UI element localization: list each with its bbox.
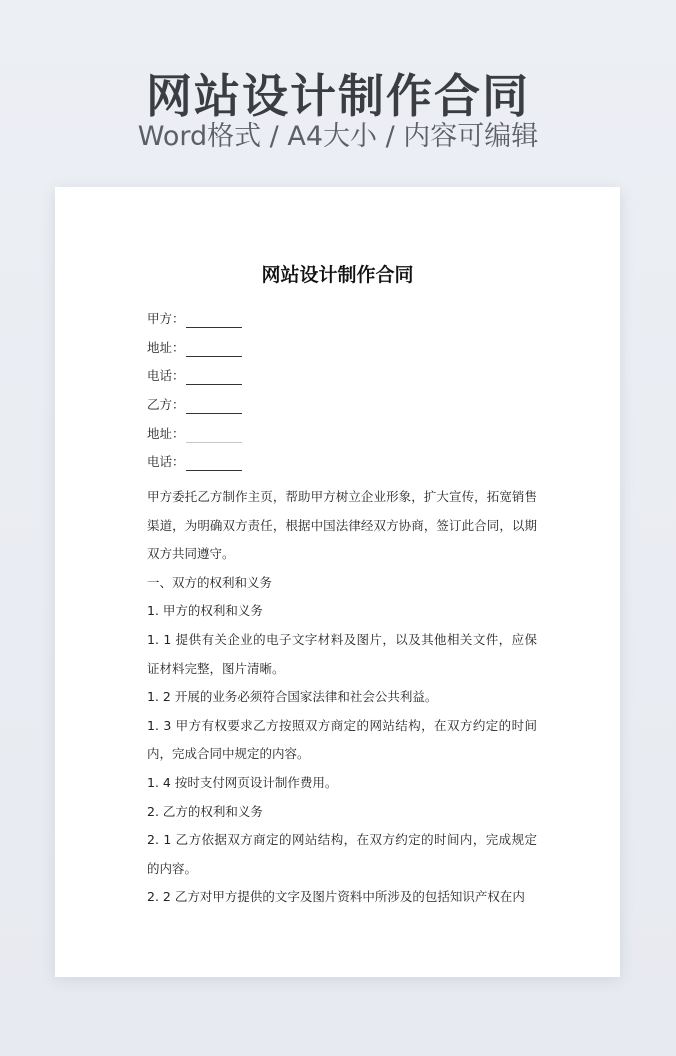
party-a-address-field xyxy=(147,339,242,357)
party-a-field xyxy=(147,310,242,328)
clause-paragraph: 2. 2 乙方对甲方提供的文字及图片资料中所涉及的包括知识产权在内 xyxy=(147,889,525,905)
party-b-address-label: 地址： xyxy=(147,426,185,441)
document-page xyxy=(55,187,620,977)
party-b-field xyxy=(147,396,242,414)
intro-paragraph: 甲方委托乙方制作主页，帮助甲方树立企业形象，扩大宣传，拓宽销售渠道，为明确双方责任，根据中国法律经双方协商，签订此合同，以期双方共同遵守。 xyxy=(147,489,537,562)
clause-paragraph: 1. 1 提供有关企业的电子文字材料及图片，以及其他相关文件，应保证材料完整，图片清晰。 xyxy=(147,631,537,676)
party-a-phone-field xyxy=(147,367,242,385)
party-a-label: 甲方： xyxy=(147,311,185,326)
party-b-phone-field xyxy=(147,453,242,471)
party-a-phone-label: 电话： xyxy=(147,368,185,383)
party-b-address-field xyxy=(147,425,242,443)
subsection-heading: 2. 乙方的权利和义务 xyxy=(147,803,263,819)
banner-title: 网站设计制作合同 xyxy=(146,69,530,123)
clause-paragraph: 1. 2 开展的业务必须符合国家法律和社会公共利益。 xyxy=(147,689,438,705)
clause-paragraph: 1. 3 甲方有权要求乙方按照双方商定的网站结构，在双方约定的时间内，完成合同中规定的内容。 xyxy=(147,717,537,762)
party-a-blank[interactable] xyxy=(186,315,242,328)
party-b-phone-blank[interactable] xyxy=(186,458,242,471)
party-a-address-blank[interactable] xyxy=(186,344,242,357)
clause-paragraph: 1. 4 按时支付网页设计制作费用。 xyxy=(147,774,338,790)
party-a-address-label: 地址： xyxy=(147,340,185,355)
party-a-phone-blank[interactable] xyxy=(186,372,242,385)
contract-body xyxy=(147,483,537,912)
party-b-address-blank[interactable] xyxy=(186,430,242,443)
party-b-blank[interactable] xyxy=(186,401,242,414)
banner-subtitle: Word格式 / A4大小 / 内容可编辑 xyxy=(137,121,539,152)
party-b-phone-label: 电话： xyxy=(147,454,185,469)
party-b-label: 乙方： xyxy=(147,397,185,412)
section-heading: 一、双方的权利和义务 xyxy=(147,574,273,590)
document-title: 网站设计制作合同 xyxy=(261,264,414,286)
clause-paragraph: 2. 1 乙方依据双方商定的网站结构，在双方约定的时间内，完成规定的内容。 xyxy=(147,832,537,876)
subsection-heading: 1. 甲方的权利和义务 xyxy=(147,603,263,619)
